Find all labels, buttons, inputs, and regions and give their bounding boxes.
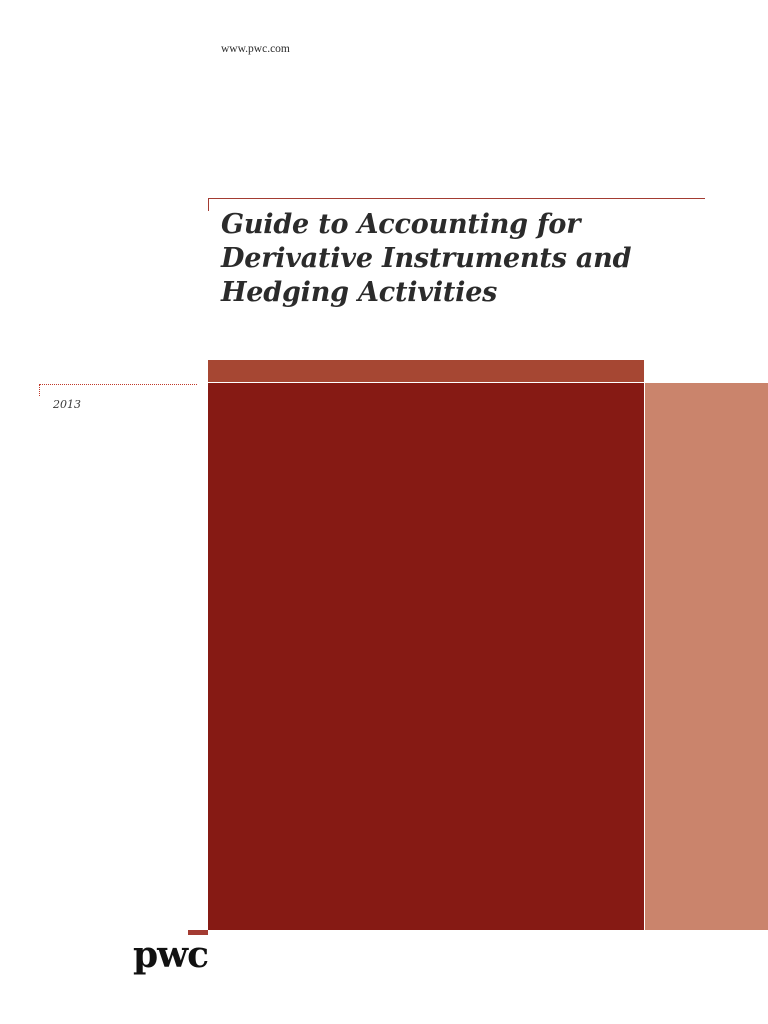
title-rule-vertical — [208, 198, 209, 211]
publication-year: 2013 — [53, 398, 81, 411]
document-title — [221, 208, 691, 310]
title-line-2: Derivative Instruments and — [221, 243, 632, 274]
year-rule-vertical — [39, 384, 40, 396]
cover-side-block — [645, 383, 768, 930]
title-line-3: Hedging Activities — [221, 277, 498, 308]
year-rule-horizontal — [39, 384, 197, 385]
website-url: www.pwc.com — [221, 43, 290, 55]
cover-band — [208, 360, 644, 382]
title-rule-horizontal — [208, 198, 705, 199]
title-line-1: Guide to Accounting for — [221, 209, 581, 240]
cover-main-block — [208, 383, 644, 930]
pwc-logo: pwc — [133, 934, 209, 976]
